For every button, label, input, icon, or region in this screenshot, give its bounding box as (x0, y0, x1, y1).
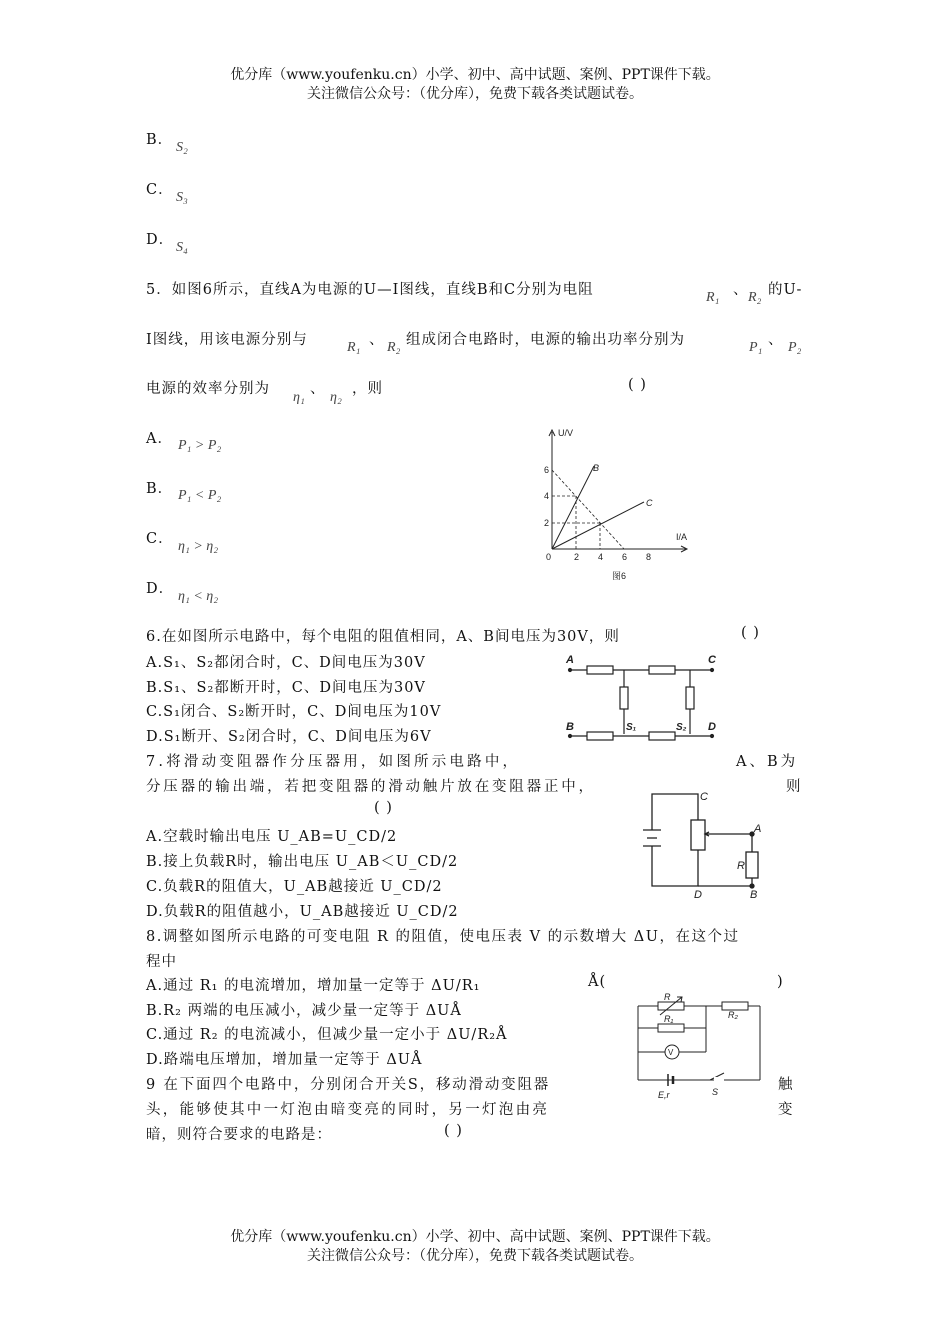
q7-option-c: C.负载R的阻值大，U_AB越接近 U_CD/2 (146, 879, 443, 895)
footer-line-1: 优分库（www.youfenku.cn）小学、初中、高中试题、案例、PPT课件下载。 (230, 1229, 720, 1245)
resistor-r2 (722, 1002, 748, 1010)
graph-xtick-4: 4 (598, 552, 604, 562)
q4-option-b-label: B． (146, 132, 174, 148)
q4-option-d-label: D． (146, 232, 175, 248)
header-line-1: 优分库（www.youfenku.cn）小学、初中、高中试题、案例、PPT课件下载。 (230, 67, 720, 83)
q5-sep-4: 、 (310, 381, 326, 397)
q5-stem-line-2: I图线，用该电源分别与 (146, 332, 308, 348)
resistor-mid-left (620, 687, 628, 709)
graph-xlabel: I/A (676, 532, 688, 542)
q8-option-c: C.通过 R₂ 的电流减小，但减少量一定小于 ΔU/R₂Å (146, 1027, 508, 1043)
q5-sep-3: 、 (768, 332, 784, 348)
node-d: D (708, 721, 716, 733)
footer-line-2: 关注微信公众号：（优分库），免费下载各类试题试卷。 (307, 1248, 643, 1264)
label-er: E,r (658, 1090, 670, 1100)
q5-sep-1: 、 (733, 282, 749, 298)
line-b (552, 466, 594, 549)
graph-label-c: C (646, 498, 653, 508)
graph-xtick-8: 8 (646, 552, 652, 562)
q8-stem-line-2: 程中 (146, 954, 177, 970)
node-b: B (750, 889, 758, 901)
q7-option-d: D.负载R的阻值越小，U_AB越接近 U_CD/2 (146, 904, 459, 920)
q9-stem-line-2: 头，能够使其中一灯泡由暗变亮的同时，另一灯泡由亮 (146, 1102, 550, 1118)
resistor-r1 (658, 1024, 684, 1032)
q6-stem: 6.在如图所示电路中，每个电阻的阻值相同，A、B间电压为30V，则 (146, 629, 620, 645)
node-a: A (754, 823, 762, 835)
node-d: D (694, 889, 702, 901)
q5-r1b: R₁ (347, 340, 361, 355)
graph-ytick-4: 4 (544, 491, 550, 501)
q8-option-a-mark: Å( (588, 974, 607, 990)
q4-option-c-value: S₃ (176, 190, 188, 205)
line-a (552, 470, 624, 549)
q7-option-b: B.接上负载R时，输出电压 U_AB＜U_CD/2 (146, 854, 459, 870)
q5-option-d-label: D． (146, 581, 175, 597)
rheostat (691, 820, 705, 850)
q5-option-c-label: C． (146, 531, 174, 547)
line-c (552, 502, 644, 549)
label-r: R (664, 992, 671, 1002)
q5-stem-line-1: 5．如图6所示，直线A为电源的U—I图线，直线B和C分别为电阻 (146, 282, 594, 298)
label-r2: R₂ (728, 1010, 738, 1020)
q8-answer-paren-close: ) (777, 974, 784, 990)
q5-stem-line-1b: 的U- (768, 282, 803, 298)
q4-option-d-value: S₄ (176, 240, 188, 255)
q5-eta2: η₂ (330, 390, 342, 405)
label-r1: R₁ (664, 1014, 674, 1024)
q8-option-d: D.路端电压增加，增加量一定等于 ΔUÅ (146, 1052, 423, 1068)
label-v: V (668, 1048, 674, 1057)
graph-origin: 0 (546, 552, 552, 562)
q6-answer-paren: ( ) (741, 625, 760, 641)
q6-circuit-figure (562, 650, 732, 745)
graph-ytick-6: 6 (544, 465, 550, 475)
node-c: C (708, 654, 716, 666)
resistor-mid-right (686, 687, 694, 709)
label-r: R (737, 860, 745, 872)
q8-stem-line-1: 8.调整如图所示电路的可变电阻 R 的阻值，使电压表 V 的示数增大 ΔU，在这个过 (146, 929, 740, 945)
switch-s2: S₂ (676, 722, 687, 733)
q8-circuit-figure (630, 992, 770, 1106)
q5-option-d-value: η₁ < η₂ (178, 589, 219, 604)
q5-option-b-value: P₁ < P₂ (178, 488, 222, 503)
q5-option-a-value: P₁ > P₂ (178, 438, 222, 453)
q5-option-a-label: A． (146, 431, 173, 447)
graph-ylabel: U/V (558, 428, 574, 438)
label-s: S (712, 1087, 719, 1097)
q6-option-d: D.S₁断开、S₂闭合时，C、D间电压为6V (146, 729, 432, 745)
q5-answer-paren: ( ) (628, 377, 647, 393)
q5-p1: P₁ (749, 340, 763, 355)
graph-xtick-2: 2 (574, 552, 580, 562)
q5-stem-line-3b: ，则 (352, 381, 383, 397)
q5-p2: P₂ (788, 340, 802, 355)
q9-stem-line-1: 9 在下面四个电路中，分别闭合开关S，移动滑动变阻器 (146, 1077, 551, 1093)
node-b: B (566, 721, 574, 733)
q5-sep-2: 、 (369, 332, 385, 348)
q5-option-c-value: η₁ > η₂ (178, 539, 219, 554)
graph-label-b: B (593, 463, 600, 473)
graph-xtick-6: 6 (622, 552, 628, 562)
q7-stem-line-2-right: 则 (786, 779, 802, 795)
switch-s1: S₁ (626, 722, 637, 733)
graph-caption: 图6 (612, 571, 627, 581)
q7-answer-paren: ( ) (374, 800, 393, 816)
resistor-bottom-right (649, 732, 675, 740)
q5-stem-line-2b: 组成闭合电路时，电源的输出功率分别为 (406, 332, 685, 348)
q4-option-b-value: S₂ (176, 140, 188, 155)
graph-ytick-2: 2 (544, 518, 550, 528)
resistor-top-left (587, 666, 613, 674)
q9-stem-line-1-right: 触 (778, 1077, 794, 1093)
q6-option-c: C.S₁闭合、S₂断开时，C、D间电压为10V (146, 704, 442, 720)
q6-option-b: B.S₁、S₂都断开时，C、D间电压为30V (146, 680, 426, 696)
q8-option-b: B.R₂ 两端的电压减小，减少量一定等于 ΔUÅ (146, 1003, 462, 1019)
q9-answer-paren: ( ) (444, 1123, 463, 1139)
q7-stem-line-2: 分压器的输出端，若把变阻器的滑动触片放在变阻器正中， (146, 779, 596, 795)
node-c: C (700, 791, 708, 803)
q5-eta1: η₁ (293, 390, 305, 405)
header-line-2: 关注微信公众号：（优分库），免费下载各类试题试卷。 (307, 86, 643, 102)
q7-option-a: A.空载时输出电压 U_AB=U_CD/2 (146, 829, 398, 845)
q5-r1: R₁ (706, 290, 720, 305)
q8-option-a: A.通过 R₁ 的电流增加，增加量一定等于 ΔU/R₁ (146, 978, 481, 994)
q5-r2: R₂ (748, 290, 762, 305)
node-a: A (566, 654, 574, 666)
resistor-top-right (649, 666, 675, 674)
q4-option-c-label: C． (146, 182, 174, 198)
q5-r2b: R₂ (387, 340, 401, 355)
q5-ui-graph (536, 424, 706, 584)
q5-option-b-label: B． (146, 481, 174, 497)
q7-stem-line-1: 7.将滑动变阻器作分压器用，如图所示电路中， (146, 754, 521, 770)
q7-stem-line-1-right: A、B为 (736, 754, 799, 770)
resistor-bottom-left (587, 732, 613, 740)
q9-stem-line-3: 暗，则符合要求的电路是： (146, 1127, 332, 1143)
q6-option-a: A.S₁、S₂都闭合时，C、D间电压为30V (146, 655, 426, 671)
q9-stem-line-2-right: 变 (778, 1102, 794, 1118)
load-resistor (746, 852, 758, 878)
q5-stem-line-3: 电源的效率分别为 (146, 381, 270, 397)
q7-circuit-figure (640, 786, 775, 906)
